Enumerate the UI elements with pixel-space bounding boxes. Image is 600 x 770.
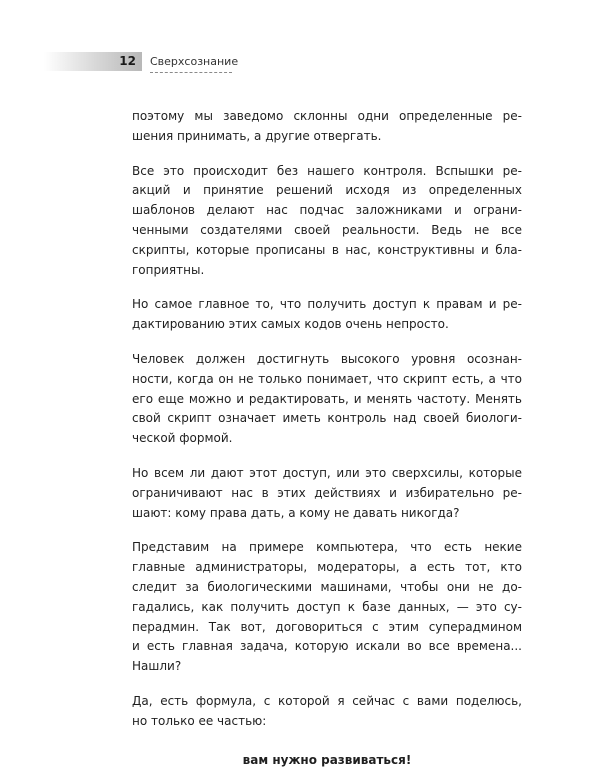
- text-line: следит за биологическими машинами, чтобы они не до-: [132, 579, 522, 594]
- paragraph: [132, 295, 522, 335]
- paragraph: [132, 692, 522, 732]
- text-line: Представим на примере компьютера, что есть некие: [132, 540, 522, 555]
- text-line: шают: кому права дать, а кому не давать никогда?: [132, 505, 460, 520]
- paragraph: [132, 107, 522, 147]
- body-text: [132, 107, 522, 770]
- header-dashed-rule: [150, 72, 232, 73]
- paragraph: [132, 538, 522, 677]
- text-line: и есть главная задача, которую искали во все времена...: [132, 639, 522, 654]
- text-line: главные администраторы, модераторы, а есть тот, кто: [132, 560, 522, 575]
- text-line: Все это происходит без нашего контроля. Вспышки ре-: [132, 163, 522, 178]
- text-line: Человек должен достигнуть высокого уровня осознан-: [132, 351, 522, 366]
- text-line: перадмин. Так вот, договориться с этим суперадмином: [132, 619, 522, 634]
- text-line: акций и принятие решений исходя из определенных: [132, 183, 522, 198]
- running-title: Сверхсознание: [150, 55, 239, 68]
- text-line: ограничивают нас в этих действиях и избирательно ре-: [132, 485, 522, 500]
- text-line: шаблонов делают нас подчас заложниками и ограни-: [132, 203, 522, 218]
- text-line: скрипты, которые прописаны в нас, конструктивны и бла-: [132, 242, 522, 257]
- text-line: Но всем ли дают этот доступ, или это сверхсилы, которые: [132, 465, 522, 480]
- text-line: шения принимать, а другие отвергать.: [132, 128, 382, 143]
- text-line: гоприятны.: [132, 262, 205, 277]
- text-line: Да, есть формула, с которой я сейчас с вами поделюсь,: [132, 693, 522, 708]
- text-line: поэтому мы заведомо склонны одни определенные ре-: [132, 109, 522, 123]
- page-header: [0, 0, 600, 80]
- text-line: гадались, как получить доступ к базе данных, — это су-: [132, 599, 522, 614]
- text-line: но только ее частью:: [132, 713, 267, 728]
- text-line: ческой формой.: [132, 431, 233, 446]
- text-line: его еще можно и редактировать, и менять частоту. Менять: [132, 391, 522, 406]
- text-line: ченными создателями своей реальности. Ведь не все: [132, 222, 522, 237]
- text-line: дактированию этих самых кодов очень непросто.: [132, 317, 449, 332]
- text-line: Нашли?: [132, 659, 182, 674]
- page-number: 12: [119, 54, 136, 68]
- paragraph: [132, 350, 522, 449]
- text-line: свой скрипт означает иметь контроль над своей биологи-: [132, 411, 522, 426]
- text-line: Но самое главное то, что получить доступ к правам и ре-: [132, 297, 522, 312]
- paragraph: [132, 464, 522, 523]
- text-line: ности, когда он не только понимает, что скрипт есть, а что: [132, 371, 522, 386]
- conclusion-text: вам нужно развиваться!: [242, 752, 412, 767]
- paragraph: [132, 162, 522, 281]
